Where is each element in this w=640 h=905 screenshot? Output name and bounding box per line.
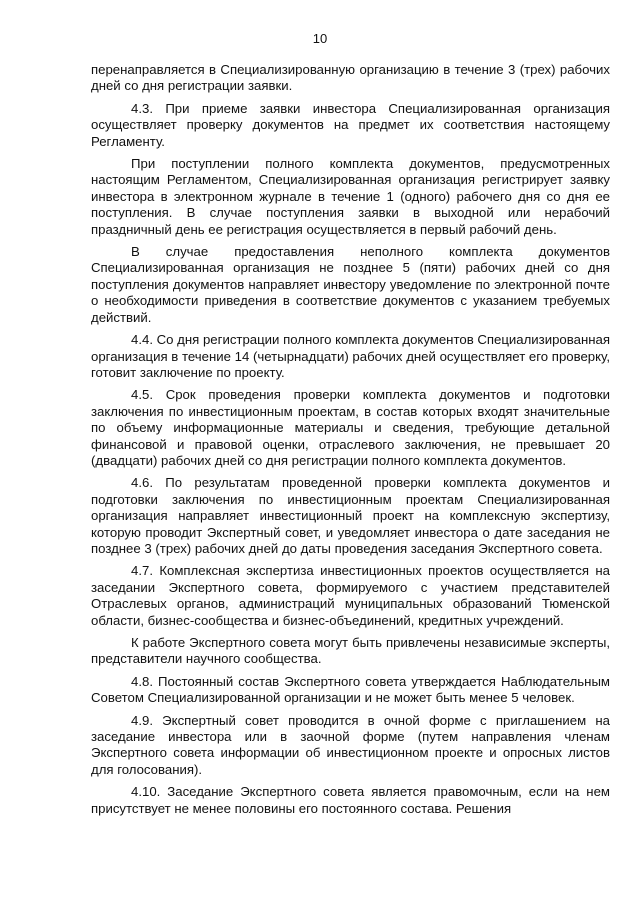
paragraph-incomplete-documents: В случае предоставления неполного комплекта документов Специализированная организация не позднее 5 (пяти) рабочих дней со дня поступления документов направляет инвестору уведомление по электронной почте о необходимости приведения в соответствие документов с указанием требуемых действий. (91, 244, 610, 325)
paragraph-4-3: 4.3. При приеме заявки инвестора Специализированная организация осуществляет проверку документов на предмет их соответствия настоящему Регламенту. (91, 100, 610, 149)
document-body (91, 62, 610, 823)
page-number: 10 (312, 31, 328, 46)
paragraph-continuation: перенаправляется в Специализированную организацию в течение 3 (трех) рабочих дней со дня регистрации заявки. (91, 62, 610, 94)
paragraph-4-4: 4.4. Со дня регистрации полного комплекта документов Специализированная организация в течение 14 (четырнадцати) рабочих дней осуществляет его проверку, готовит заключение по проекту. (91, 332, 610, 380)
paragraph-full-documents: При поступлении полного комплекта документов, предусмотренных настоящим Регламентом, Специализированная организация регистрирует заявку инвестора в электронном журнале в течение 1 (одного) рабочего дня со дня ее поступления. В случае поступления заявки в выходной или нерабочий праздничный день ее регистрация осуществляется в первый рабочий день. (91, 156, 610, 237)
paragraph-4-8: 4.8. Постоянный состав Экспертного совета утверждается Наблюдательным Советом Специализированной организации и не может быть менее 5 человек. (91, 673, 610, 706)
paragraph-4-10: 4.10. Заседание Экспертного совета является правомочным, если на нем присутствует не менее половины его постоянного состава. Решения (91, 784, 610, 816)
paragraph-independent-experts: К работе Экспертного совета могут быть привлечены независимые эксперты, представители научного сообщества. (91, 635, 610, 667)
paragraph-4-7: 4.7. Комплексная экспертиза инвестиционных проектов осуществляется на заседании Экспертного совета, формируемого с участием представителей Отраслевых органов, администраций муниципальных образований Тюменской области, бизнес-сообщества и бизнес-объединений, кредитных учреждений. (91, 563, 610, 628)
paragraph-4-9: 4.9. Экспертный совет проводится в очной форме с приглашением на заседание инвестора или в заочной форме (путем направления членам Экспертного совета информации об инвестиционном проекте и опросных листов для голосования). (91, 712, 610, 777)
paragraph-4-6: 4.6. По результатам проведенной проверки комплекта документов и подготовки заключения по инвестиционным проектам Специализированная организация направляет инвестиционный проект на комплексную экспертизу, которую проводит Экспертный совет, и уведомляет инвестора о дате заседания не позднее 3 (трех) рабочих дней до даты проведения заседания Экспертного совета. (91, 475, 610, 556)
paragraph-4-5: 4.5. Срок проведения проверки комплекта документов и подготовки заключения по инвестиционным проектам, в состав которых входят значительные по объему информационные материалы и сведения, требующие детальной финансовой и правовой оценки, отраслевого заключения, не превышает 20 (двадцати) рабочих дней со дня регистрации полного комплекта документов. (91, 387, 610, 468)
